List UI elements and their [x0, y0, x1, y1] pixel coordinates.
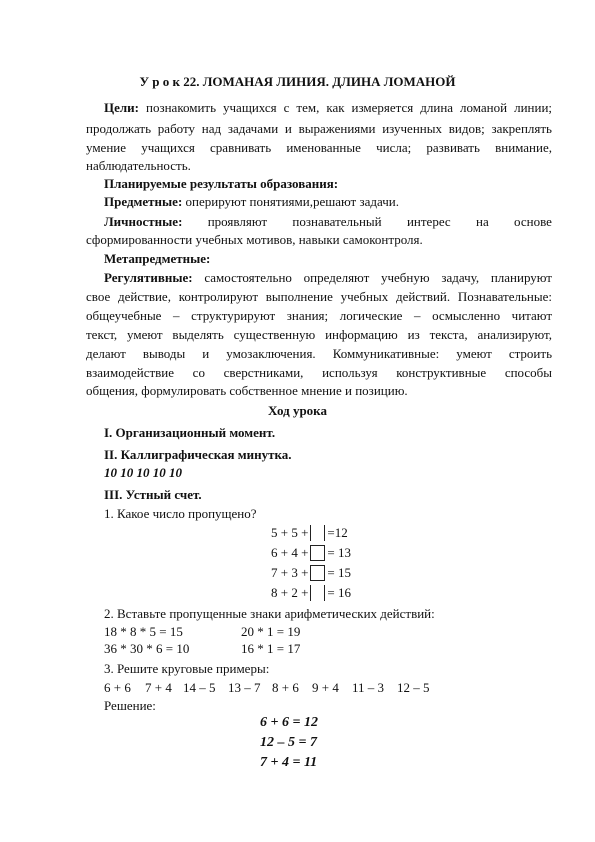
task-2-item: 36 * 30 * 6 = 10	[104, 641, 190, 656]
equation-right: = 16	[327, 585, 352, 600]
personal-line-1	[104, 214, 552, 230]
equation-right: =12	[327, 525, 348, 540]
subject-results	[104, 194, 399, 210]
equation-left: 7 + 3 +	[271, 565, 309, 580]
circular-example: 7 + 4	[145, 680, 172, 695]
personal-word: познавательный	[292, 214, 382, 229]
regulatory-line-3: общеучебные – структурируют знания; логические – осмысленно читают	[86, 308, 552, 323]
task-3-question: 3. Решите круговые примеры:	[104, 661, 270, 676]
personal-word: интерес	[406, 214, 451, 229]
circular-example: 14 – 5	[183, 680, 216, 695]
regulatory-line-6: взаимодействие со сверстниками, используя конструктивные способы	[86, 365, 552, 380]
missing-number-box	[310, 565, 325, 581]
personal-word: проявляют	[207, 214, 268, 229]
subject-text: оперируют понятиями,решают задачи.	[182, 194, 399, 209]
equation-left: 8 + 2 +	[271, 585, 309, 600]
task-2-item: 16 * 1 = 17	[241, 641, 301, 656]
regulatory-line-1	[104, 270, 552, 286]
meta-heading: Метапредметные:	[104, 251, 211, 266]
goals-text-1: познакомить учащихся с тем, как измеряется длина ломаной линии;	[146, 100, 553, 115]
task-2-item: 18 * 8 * 5 = 15	[104, 624, 183, 639]
task-1-question: 1. Какое число пропущено?	[104, 506, 257, 521]
calligraphy-line: 10 10 10 10 10	[104, 465, 182, 480]
equation-left: 6 + 4 +	[271, 545, 309, 560]
regulatory-line-7: общения, формулировать собственное мнение и позицию.	[86, 383, 408, 398]
goals-line-4: наблюдательность.	[86, 158, 191, 173]
circular-example: 11 – 3	[352, 680, 385, 695]
regulatory-text-1: самостоятельно определяют учебную задачу, планируют	[204, 270, 552, 285]
equation-left: 5 + 5 +	[271, 525, 309, 540]
planned-results-heading: Планируемые результаты образования:	[104, 176, 339, 191]
regulatory-line-5: делают выводы и умозаключения. Коммуникативные: умеют строить	[86, 346, 552, 361]
section-1-heading: I. Организационный момент.	[104, 425, 276, 440]
missing-number-slot	[310, 525, 325, 541]
regulatory-line-4: текст, умеют выделять существенную информацию из текста, анализируют,	[86, 327, 552, 342]
missing-number-slot	[310, 585, 325, 601]
solution-line: 7 + 4 = 11	[260, 755, 318, 770]
task-2-item: 20 * 1 = 19	[241, 624, 301, 639]
circular-example: 6 + 6	[104, 680, 131, 695]
personal-label: Личностные:	[104, 214, 183, 229]
goals-line-1	[104, 100, 552, 116]
equation-row	[271, 525, 348, 541]
equation-row	[271, 585, 351, 601]
equation-right: = 15	[327, 565, 352, 580]
equation-row	[271, 545, 351, 561]
goals-label: Цели:	[104, 100, 139, 115]
section-3-heading: III. Устный счет.	[104, 487, 202, 502]
lesson-title: У р о к 22. ЛОМАНАЯ ЛИНИЯ. ДЛИНА ЛОМАНОЙ	[139, 74, 456, 89]
regulatory-label: Регулятивные:	[104, 270, 193, 285]
solution-label: Решение:	[104, 698, 156, 713]
goals-line-3: умение учащихся сравнивать именованные числа; развивать внимание,	[86, 140, 552, 155]
goals-line-2: продолжать работу над задачами и выражениями изученных видов; закреплять	[86, 121, 552, 136]
solution-line: 6 + 6 = 12	[260, 715, 318, 730]
equation-right: = 13	[327, 545, 352, 560]
task-2-question: 2. Вставьте пропущенные знаки арифметических действий:	[104, 606, 435, 621]
circular-example: 8 + 6	[272, 680, 299, 695]
circular-example: 12 – 5	[397, 680, 430, 695]
missing-number-box	[310, 545, 325, 561]
equation-row	[271, 565, 351, 581]
personal-line-2: сформированности учебных мотивов, навыки самоконтроля.	[86, 232, 423, 247]
section-2-heading: II. Каллиграфическая минутка.	[104, 447, 292, 462]
personal-word: на	[476, 214, 489, 229]
personal-word: основе	[514, 214, 552, 229]
regulatory-line-2: свое действие, контролируют выполнение учебных действий. Познавательные:	[86, 289, 552, 304]
subject-label: Предметные:	[104, 194, 183, 209]
solution-line: 12 – 5 = 7	[260, 735, 317, 750]
circular-example: 9 + 4	[312, 680, 339, 695]
course-heading: Ход урока	[268, 403, 327, 418]
circular-example: 13 – 7	[228, 680, 261, 695]
